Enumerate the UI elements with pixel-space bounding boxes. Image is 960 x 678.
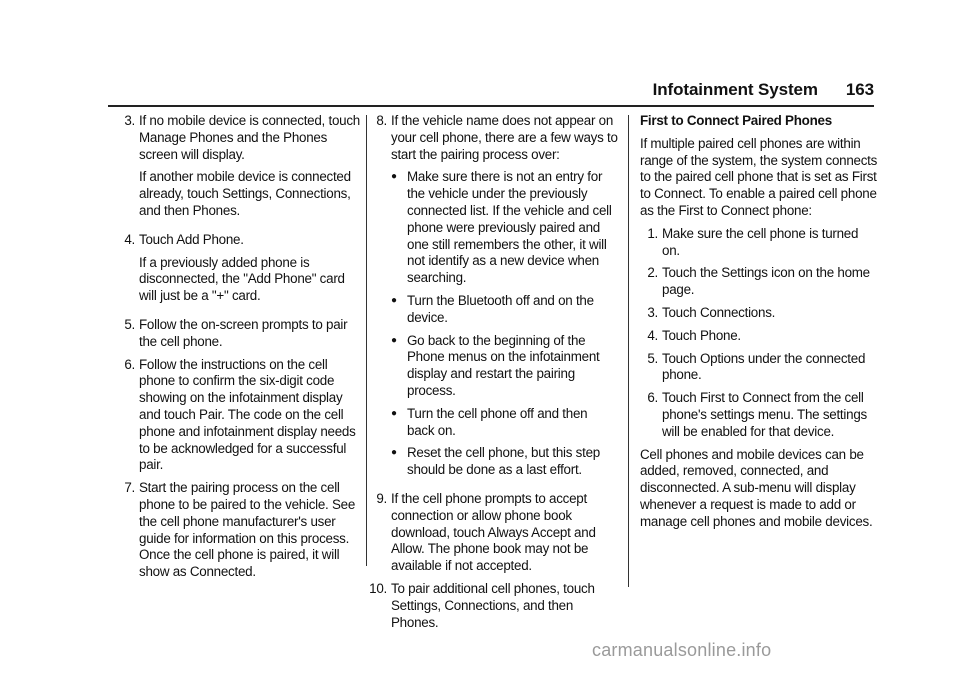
item-number: 8. [376,113,387,128]
step-number: 2. [647,265,658,281]
step-1 [640,226,878,260]
bullet-item [391,333,618,400]
step-3 [640,305,878,322]
bullet-item [391,445,618,479]
item-text: Follow the on-screen prompts to pair the cell phone. [139,316,348,349]
bullet-text: Turn the Bluetooth off and on the device. [407,292,594,325]
bullet-item [391,406,618,440]
item-number: 6. [124,356,135,372]
item-text: Follow the instructions on the cell phone to confirm the six-digit code showing on the infotainment display and touch Pair. The code on the cell phone and infotainment display needs to be acknowledged for a successful pair. [139,356,356,473]
step-text: Touch Phone. [662,327,741,343]
list-item-4 [123,232,361,311]
header-rule [108,105,874,107]
bullet-icon: ● [391,294,397,306]
item-text: To pair additional cell phones, touch Settings, Connections, and then Phones. [391,580,595,630]
list-item-7 [123,480,361,581]
step-text: Touch First to Connect from the cell phone's settings menu. The settings will be enabled for that device. [662,390,867,439]
outro-paragraph: Cell phones and mobile devices can be added, removed, connected, and disconnected. A sub-menu will display whenever a request is made to add or manage cell phones and mobile devices. [640,446,873,529]
page-header [653,80,874,100]
item-number: 9. [376,490,387,506]
page-number: 163 [845,80,874,99]
step-5 [640,351,878,385]
column-2 [370,113,618,637]
step-number: 4. [647,327,658,343]
bullet-text: Turn the cell phone off and then back on. [407,405,588,438]
bullet-icon: ● [391,334,397,346]
step-number: 3. [647,304,658,320]
bullet-text: Make sure there is not an entry for the vehicle under the previously connected list. If the vehicle and cell phone were previously paired and one still remembers the other, it will not identify as a new device when searching. [407,169,612,286]
item-subtext: If another mobile device is connected already, touch Settings, Connections, and then Phones. [139,169,351,218]
bullet-icon: ● [391,171,397,183]
step-text: Make sure the cell phone is turned on. [662,225,859,258]
item-text: If no mobile device is connected, touch Manage Phones and the Phones screen will display. [139,113,361,162]
step-number: 6. [647,390,658,406]
item-subtext: If a previously added phone is disconnected, the "Add Phone" card will just be a "+" card. [139,254,345,304]
item-number: 10. [369,580,387,596]
list-item-6 [123,357,361,475]
section-heading: First to Connect Paired Phones [640,113,832,128]
item-text: If the cell phone prompts to accept connection or allow phone book download, touch Always Accept and Allow. The phone book may not be available if not accepted. [391,490,596,574]
bullet-icon: ● [391,447,397,459]
bullet-text: Go back to the beginning of the Phone menus on the infotainment display and restart the pairing process. [407,332,600,398]
item-text: If the vehicle name does not appear on your cell phone, there are a few ways to start the pairing process over: [391,113,618,162]
list-item-9 [370,491,618,575]
list-item-10 [370,581,618,631]
column-divider-2 [628,115,629,587]
watermark: carmanualsonline.info [592,640,772,660]
column-1 [123,113,361,587]
step-6 [640,390,878,440]
item-number: 3. [124,113,135,128]
item-number: 4. [124,231,135,247]
item-text: Start the pairing process on the cell phone to be paired to the vehicle. See the cell phone manufacturer's user guide for information on this process. Once the cell phone is paired, it will show as Connected. [139,480,356,580]
item-text: Touch Add Phone. [139,231,244,247]
list-item-3 [123,113,361,226]
section-title: Infotainment System [652,80,818,99]
step-2 [640,265,878,299]
item-number: 7. [124,480,135,496]
item-number: 5. [124,316,135,332]
bullet-icon: ● [391,407,397,419]
list-item-8 [370,113,618,485]
step-number: 1. [647,225,658,241]
bullet-list [391,169,618,479]
intro-paragraph: If multiple paired cell phones are within range of the system, the system connects to the paired cell phone that is set as First to Connect. To enable a paired cell phone as the First to Connect phone: [640,135,878,218]
bullet-item [391,293,618,327]
list-item-5 [123,317,361,351]
step-number: 5. [647,350,658,366]
column-3 [640,113,878,537]
bullet-item [391,169,618,287]
step-text: Touch Options under the connected phone. [662,350,866,383]
step-4 [640,328,878,345]
bullet-text: Reset the cell phone, but this step should be done as a last effort. [407,445,600,478]
step-text: Touch the Settings icon on the home page. [662,265,870,298]
step-text: Touch Connections. [662,304,776,320]
